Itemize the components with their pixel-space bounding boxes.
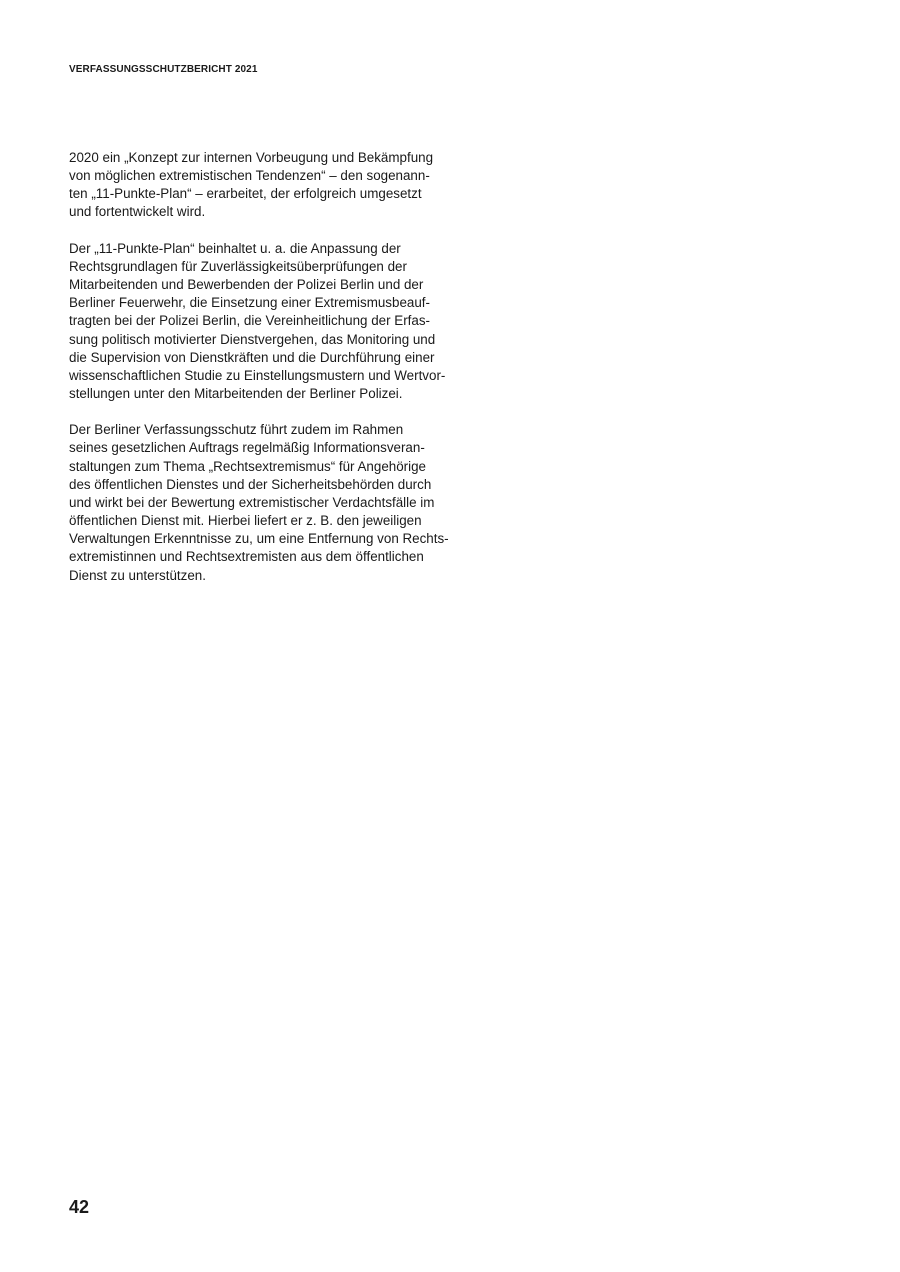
text-line: von möglichen extremistischen Tendenzen“ – den sogenann-	[69, 168, 430, 184]
text-line: tragten bei der Polizei Berlin, die Vereinheitlichung der Erfas-	[69, 313, 431, 329]
text-line: wissenschaftlichen Studie zu Einstellungsmustern und Wertvor-	[69, 367, 446, 383]
paragraph	[69, 149, 454, 222]
text-line: und fortentwickelt wird.	[69, 204, 206, 220]
text-line: Der „11-Punkte-Plan“ beinhaltet u. a. die Anpassung der	[69, 240, 401, 256]
text-line: extremistinnen und Rechtsextremisten aus dem öffentlichen	[69, 549, 424, 565]
text-line: Dienst zu unterstützen.	[69, 567, 206, 583]
text-line: 2020 ein „Konzept zur internen Vorbeugung und Bekämpfung	[69, 150, 434, 165]
text-line: stellungen unter den Mitarbeitenden der Berliner Polizei.	[69, 386, 403, 402]
body-text	[69, 149, 454, 585]
paragraph	[69, 421, 454, 584]
text-line: Der Berliner Verfassungsschutz führt zudem im Rahmen	[69, 422, 404, 438]
text-line: Berliner Feuerwehr, die Einsetzung einer Extremismusbeauf-	[69, 295, 430, 311]
text-line: staltungen zum Thema „Rechtsextremismus“ für Angehörige	[69, 458, 426, 474]
text-line: Rechtsgrundlagen für Zuverlässigkeitsüberprüfungen der	[69, 258, 407, 274]
paragraph-spacer	[69, 222, 454, 240]
paragraph-spacer	[69, 403, 454, 421]
text-line: sung politisch motivierter Dienstvergehen, das Monitoring und	[69, 331, 436, 347]
text-line: Mitarbeitenden und Bewerbenden der Polizei Berlin und der	[69, 277, 424, 293]
text-line: und wirkt bei der Bewertung extremistischer Verdachtsfälle im	[69, 494, 435, 510]
text-line: ten „11-Punkte-Plan“ – erarbeitet, der erfolgreich umgesetzt	[69, 186, 422, 202]
page-number: 42	[69, 1197, 90, 1217]
text-line: Verwaltungen Erkenntnisse zu, um eine Entfernung von Rechts-	[69, 531, 449, 547]
text-line: öffentlichen Dienst mit. Hierbei liefert er z. B. den jeweiligen	[69, 513, 422, 529]
text-line: seines gesetzlichen Auftrags regelmäßig Informationsveran-	[69, 440, 425, 456]
text-line: des öffentlichen Dienstes und der Sicherheitsbehörden durch	[69, 476, 432, 492]
running-header: VERFASSUNGSSCHUTZBERICHT 2021	[69, 64, 258, 75]
paragraph	[69, 240, 454, 403]
text-line: die Supervision von Dienstkräften und die Durchführung einer	[69, 349, 435, 365]
